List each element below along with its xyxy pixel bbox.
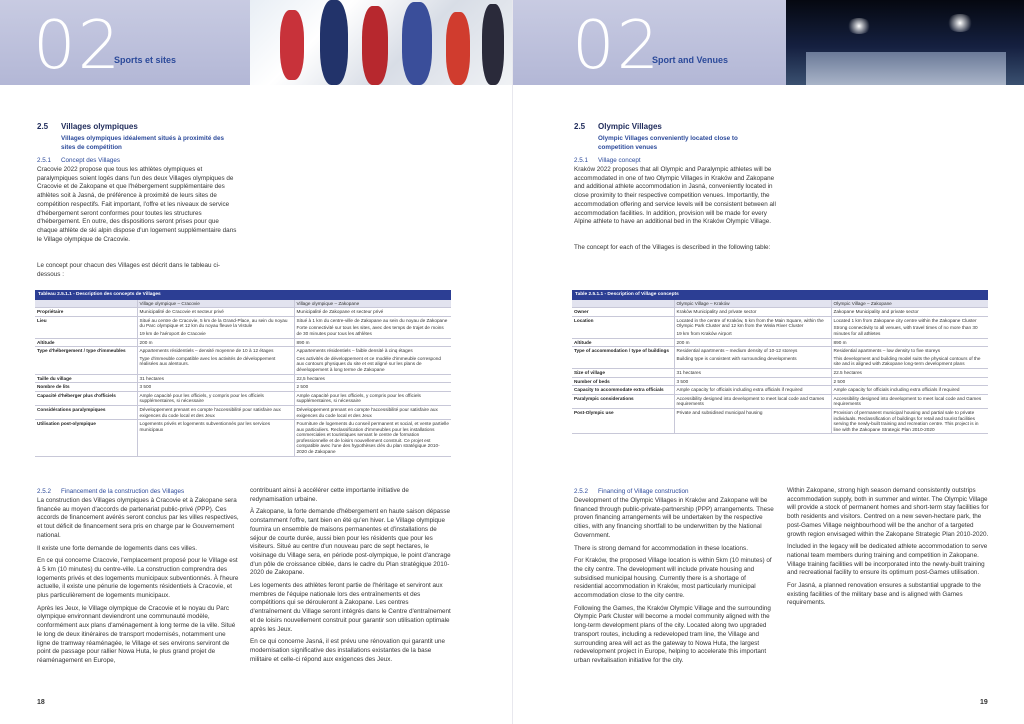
text-column xyxy=(787,487,989,612)
paragraph: For Jasná, a planned renovation ensures a substantial upgrade to the existing facilities of the military base and is aligned with Games requirements. xyxy=(787,582,981,607)
cell-text: 2 500 xyxy=(833,378,846,384)
cell-text: Located in the centre of Kraków, 5 km from the Main Square, within the Olympic Park Cluster and 12 km from the Wisła River Cluster xyxy=(676,317,824,329)
table-cell xyxy=(294,347,451,374)
table-cell xyxy=(294,420,451,457)
table-row xyxy=(572,377,988,386)
section-number: 2.5 xyxy=(574,122,586,131)
row-label: Number of beds xyxy=(572,377,674,386)
table-cell xyxy=(831,316,988,338)
paragraph: Within Zakopane, strong high season demand consistently outstrips accommodation supply, both in summer and winter. The Olympic Village will provide a stock of permanent homes and short-term stay facilities for both residents and visitors. Centred on a new seven-hectare park, the post-Games Village neighbourhood will be the anchor of a targeted growth region envisaged within the Zakopane Strategic Plan 2010-2020. xyxy=(787,487,989,538)
cell-text: Municipalité de Zakopane et secteur privé xyxy=(296,309,384,315)
table-cell xyxy=(831,377,988,386)
cell-text: Logements privés et logements subventionnés par les services municipaux xyxy=(139,421,271,432)
paragraph: Il existe une forte demande de logements dans ces villes. xyxy=(37,544,197,552)
village-concept-table xyxy=(35,290,451,457)
section-name: Sport and Venues xyxy=(652,55,729,65)
table-cell xyxy=(294,374,451,383)
table-body xyxy=(572,308,988,434)
table-intro: Le concept pour chacun des Villages est décrit dans le tableau ci-dessous : xyxy=(37,262,220,278)
right-page xyxy=(512,0,1024,724)
cell-text: Type d'immeuble compatible avec les activités de développement réalisées aux alentours. xyxy=(139,355,276,367)
cell-text: Ample capacity for officials including extra officials if required xyxy=(833,387,960,393)
table-header: Olympic Village – Zakopane xyxy=(831,300,988,308)
section-title: Olympic Villages xyxy=(598,122,662,131)
table-cell xyxy=(674,377,831,386)
table-cell xyxy=(294,391,451,405)
text-column xyxy=(250,487,452,668)
stadium-photo xyxy=(786,0,1024,85)
cell-text: 31 hectares xyxy=(676,369,701,375)
row-label: Type of accommodation / type of buildings xyxy=(572,347,674,369)
page-number: 18 xyxy=(37,699,45,706)
table-row xyxy=(35,316,451,338)
table-row xyxy=(35,383,451,392)
table-row xyxy=(572,368,988,377)
subsection-title: Village concept xyxy=(598,157,641,164)
table-cell xyxy=(137,338,294,347)
intro-paragraph: Kraków 2022 proposes that all Olympic and Paralympic athletes will be accommodated in one of two Olympic Villages in Kraków and Zakopane and additional athlete accommodation in Jasná, conveniently located in close proximity to their respective competition venues. Importantly, the accommodation offering and service levels will be consistent between all accommodation facilities. In addition, provision will be made for every Alpine athlete to have an additional bed in the Kraków Olympic Village. xyxy=(574,166,776,226)
cell-text: Located 1 km from Zakopane city centre within the Zakopane Cluster xyxy=(833,317,977,323)
row-label: Type d'hébergement / type d'immeubles xyxy=(35,347,137,374)
table-header: Village olympique – Cracovie xyxy=(137,300,294,308)
table-cell xyxy=(674,368,831,377)
table-cell xyxy=(674,316,831,338)
subsection-number: 2.5.1 xyxy=(37,157,52,164)
table-row xyxy=(35,420,451,457)
table-cell xyxy=(674,338,831,347)
cell-text: This development and building model suits the physical contours of the site and is aligned with Zakopane long-term development plans xyxy=(833,355,981,367)
table-row xyxy=(35,338,451,347)
paragraph: À Zakopane, la forte demande d'hébergement en haute saison dépasse constamment l'offre, tant bien en été qu'en hiver. Le Village olympique fournira un ensemble de maisons permanentes et d'installations de séjour de courte durée, aussi bien pour les résidents que pour les visiteurs. Situé au centre d'un nouveau parc de sept hectares, le voisinage du Village sera, en période post-olympique, le point d'ancrage d'un pôle de croissance ciblée, dans le cadre du Plan stratégique 2010-2020 de Zakopane. xyxy=(250,508,451,577)
table-cell xyxy=(294,383,451,392)
table-cell xyxy=(137,374,294,383)
cell-text: 3 500 xyxy=(676,378,689,384)
table-header: Olympic Village – Kraków xyxy=(674,300,831,308)
cell-text: Ces activités de développement et ce modèle d'immeuble correspond aux contours physiques du site et est aligné sur les plans de développement à long terme de Zakopane xyxy=(296,355,441,372)
cell-text: 200 m xyxy=(676,339,690,345)
table-cell xyxy=(294,316,451,338)
paragraph: En ce qui concerne Cracovie, l'emplacement proposé pour le Village est à 5 km (10 minutes) du centre-ville. La construction comprendra des logements privés et des logements municipaux subventionnés. À l'heure actuelle, il existe une pénurie de logements résidentiels à Cracovie, et plus particulièrement de logements municipaux. xyxy=(37,557,239,600)
paragraph: There is strong demand for accommodation in these locations. xyxy=(574,544,748,552)
row-label: Lieu xyxy=(35,316,137,338)
row-label: Capacity to accommodate extra officials xyxy=(572,386,674,395)
cell-text: 3 500 xyxy=(139,384,152,390)
skiers-photo xyxy=(250,0,512,85)
row-label: Owner xyxy=(572,308,674,317)
cell-text: Ample capacité pour les officiels, y compris pour les officiels supplémentaires, si nécessaire xyxy=(139,392,264,404)
table-row xyxy=(35,391,451,405)
paragraph: Development of the Olympic Villages in Kraków and Zakopane will be financed through public-private-partnership (PPP) arrangements. These proven financing arrangements will be undertaken by the respective cities, with any financing shortfall to be underwritten by the National Government. xyxy=(574,497,774,539)
section-subtitle: Villages olympiques idéalement situés à proximité des sites de compétition xyxy=(61,135,224,151)
row-label: Location xyxy=(572,316,674,338)
row-label: Considérations paralympiques xyxy=(35,405,137,419)
cell-text: 31 hectares xyxy=(139,375,164,381)
row-label: Taille du village xyxy=(35,374,137,383)
table-cell xyxy=(831,338,988,347)
cell-text: Strong connectivity to all venues, with travel times of no more than 30 minutes for all athletes xyxy=(833,325,978,336)
paragraph: Après les Jeux, le Village olympique de Cracovie et le noyau du Parc olympique environnant deviendront une communauté modèle, conformément aux plans d'aménagement à long terme de la ville. Situé le long de deux itinéraires de transport modernisés, notamment une ligne de tramway réaménagée, le Village et ses environs serviront de point de passage pour rallier Nowa Huta, le plus grand projet de réaménagement en Europe, xyxy=(37,604,236,664)
table-cell xyxy=(137,383,294,392)
section-name: Sports et sites xyxy=(114,55,177,65)
cell-text: Ample capacity for officials including extra officials if required xyxy=(676,387,803,393)
row-label: Nombre de lits xyxy=(35,383,137,392)
cell-text: Private and subsidised municipal housing xyxy=(676,409,763,415)
row-label: Size of village xyxy=(572,368,674,377)
cell-text: Appartements résidentiels – faible densité à cinq étages xyxy=(296,348,413,354)
row-label: Paralympic considerations xyxy=(572,394,674,408)
cell-text: 19 km de l'aéroport de Cracovie xyxy=(139,330,206,336)
row-label: Altitude xyxy=(35,338,137,347)
table-body xyxy=(35,308,451,456)
row-label: Utilisation post-olympique xyxy=(35,420,137,457)
paragraph: contribuant ainsi à accélérer cette importante initiative de redynamisation urbaine. xyxy=(250,487,409,503)
table-cell xyxy=(674,347,831,369)
cell-text: Situé à 1 km du centre-ville de Zakopane au sein du noyau de Zakopane xyxy=(296,317,448,323)
village-concept-table xyxy=(572,290,988,434)
cell-text: Situé au centre de Cracovie, 5 km de la Grand-Place, au sein du noyau du Parc olympique et 12 km du noyau fleuve la Vistule xyxy=(139,317,288,329)
subsection-title: Financing of Village construction xyxy=(598,488,689,495)
cell-text: Fourniture de logements du conseil permanent et social, et vente partielle aux particuliers. Reclassification d'immeubles pour les installations commerciales et touristiques servant le centre de formation professionnelle et de loisirs nouvellement construit. Ce projet est compatible avec l'une des hypothèses clés du plan stratégique 2010-2020 de Zakopane xyxy=(296,421,449,455)
table-intro: The concept for each of the Villages is described in the following table: xyxy=(574,244,771,251)
text-column xyxy=(574,497,776,670)
intro-paragraph: Cracovie 2022 propose que tous les athlètes olympiques et paralympiques soient logés dans l'un des deux Villages olympiques de Cracovie et de Zakopane et que l'hébergement supplémentaire des athlètes soit à Jasná, de préférence à proximité de leurs sites de compétition respectifs. Fait important, l'offre et les niveaux de service d'hébergement seront conformes pour toutes les structures d'hébergement. En outre, des dispositions seront prises pour que chaque athlète de ski alpin dispose d'un logement supplémentaire dans le Village olympique de Cracovie. xyxy=(37,166,237,243)
cell-text: Appartements résidentiels – densité moyenne de 10 à 12 étages xyxy=(139,348,274,354)
chapter-number: 02 xyxy=(33,6,123,84)
cell-text: Provision of permanent municipal housing and partial sale to private individuals. Reclassification of buildings for retail and tourist facilities serving the newly-built training and recreation centre. This project is in line with the Zakopane Strategic Plan 2010-2020 xyxy=(833,409,979,432)
subsection-number: 2.5.2 xyxy=(574,488,589,495)
cell-text: Accessibility designed into development to meet local code and Games requirements xyxy=(676,395,825,407)
cell-text: 890 m xyxy=(296,339,310,345)
table-cell xyxy=(294,308,451,317)
cell-text: Residential apartments – low density to five storeys xyxy=(833,348,941,354)
paragraph: Included in the legacy will be dedicated athlete accommodation to serve national team members during training and competition in Zakopane. Village training facilities will be incorporated into the newly-built training and recreational facility to ensure its optimum post-Games utilisation. xyxy=(787,543,988,577)
table-row xyxy=(572,347,988,369)
table-cell xyxy=(137,391,294,405)
page-number: 19 xyxy=(980,699,988,706)
table-row xyxy=(35,405,451,419)
cell-text: 22,5 hectares xyxy=(296,375,325,381)
paragraph: For Kraków, the proposed Village location is within 5km (10 minutes) of the city centre. The development will include private housing and subsidised municipal housing. Currently there is a shortage of residential accommodation in Kraków, most particularly municipal accommodation close to the city centre. xyxy=(574,557,772,600)
cell-text: Municipalité de Cracovie et secteur privé xyxy=(139,309,224,315)
cell-text: Forte connectivité sur tous les sites, avec des temps de trajet de moins de 30 minutes pour tous les athlètes xyxy=(296,325,444,336)
table-row xyxy=(35,308,451,317)
chapter-number: 02 xyxy=(572,6,662,84)
section-subtitle: Olympic Villages conveniently located close to competition venues xyxy=(598,135,738,151)
cell-text: Développement prenant en compte l'accessibilité pour satisfaire aux exigences du code local et des Jeux xyxy=(296,406,438,418)
cell-text: Building type is consistent with surrounding developments xyxy=(676,355,797,361)
table-cell xyxy=(674,394,831,408)
table-cell xyxy=(137,308,294,317)
row-label: Altitude xyxy=(572,338,674,347)
cell-text: 200 m xyxy=(139,339,153,345)
table-row xyxy=(572,308,988,317)
table-cell xyxy=(137,420,294,457)
table-row xyxy=(572,394,988,408)
paragraph: En ce qui concerne Jasná, il est prévu une rénovation qui garantit une modernisation significative des installations existantes de la base militaire et celle-ci répond aux exigences des Jeux. xyxy=(250,638,445,663)
table-cell xyxy=(831,368,988,377)
table-row xyxy=(572,338,988,347)
table-header xyxy=(35,300,137,308)
table-cell xyxy=(831,408,988,433)
row-label: Capacité d'héberger plus d'officiels xyxy=(35,391,137,405)
table-cell xyxy=(137,347,294,374)
cell-text: 19 km from Kraków Airport xyxy=(676,330,732,336)
cell-text: Accessibility designed into development to meet local code and Games requirements xyxy=(833,395,982,407)
text-column xyxy=(37,497,239,670)
table-cell xyxy=(831,308,988,317)
cell-text: 890 m xyxy=(833,339,847,345)
table-cell xyxy=(831,347,988,369)
subsection-number: 2.5.1 xyxy=(574,157,589,164)
table-header xyxy=(572,300,674,308)
table-row xyxy=(35,374,451,383)
row-label: Post-Olympic use xyxy=(572,408,674,433)
cell-text: Residential apartments – medium density of 10-12 storeys xyxy=(676,348,798,354)
table-caption: Tableau 2.5.1.1 - Description des concepts de Villages xyxy=(35,290,451,300)
cell-text: 22.5 hectares xyxy=(833,369,862,375)
table-row xyxy=(572,316,988,338)
paragraph: Les logements des athlètes feront partie de l'héritage et serviront aux membres de l'équipe nationale lors des entraînements et des compétitions qui se dérouleront à Zakopane. Les centres d'entraînement du Village seront intégrés dans le Centre d'entraînement et de loisirs nouvellement construit pour garantir son utilisation optimale après les Jeux. xyxy=(250,582,451,633)
table-row xyxy=(572,386,988,395)
subsection-number: 2.5.2 xyxy=(37,488,52,495)
table-row xyxy=(35,347,451,374)
paragraph: La construction des Villages olympiques à Cracovie et à Zakopane sera financée au moyen d'accords de partenariat public-privé (PPP). Ces accords de financement avérés seront conclus par les villes respectives, et tout déficit de financement sera pris en charge par le Gouvernement national. xyxy=(37,497,239,539)
table-cell xyxy=(294,405,451,419)
cell-text: Ample capacité pour les officiels, y compris pour les officiels supplémentaires, si nécessaire xyxy=(296,392,421,404)
cell-text: Zakopane Municipality and private sector xyxy=(833,309,919,315)
table-row xyxy=(572,408,988,433)
subsection-title: Financement de la construction des Villages xyxy=(61,488,185,495)
table-cell xyxy=(831,386,988,395)
table-cell xyxy=(137,405,294,419)
table-caption: Table 2.5.1.1 - Description of Village concepts xyxy=(572,290,988,300)
table-cell xyxy=(674,408,831,433)
table-header: Village olympique – Zakopane xyxy=(294,300,451,308)
table-cell xyxy=(294,338,451,347)
table-cell xyxy=(137,316,294,338)
section-title: Villages olympiques xyxy=(61,122,138,131)
cell-text: Développement prenant en compte l'accessibilité pour satisfaire aux exigences du code local et des Jeux xyxy=(139,406,281,418)
cell-text: 2 500 xyxy=(296,384,309,390)
table-cell xyxy=(831,394,988,408)
table-cell xyxy=(674,386,831,395)
row-label: Propriétaire xyxy=(35,308,137,317)
subsection-title: Concept des Villages xyxy=(61,157,121,164)
table-cell xyxy=(674,308,831,317)
cell-text: Kraków Municipality and private sector xyxy=(676,309,757,315)
section-number: 2.5 xyxy=(37,122,49,131)
paragraph: Following the Games, the Kraków Olympic Village and the surrounding Olympic Park Cluster will become a model community aligned with the long-term development plans of the city. Located along two upgraded transport routes, including a redeveloped tram line, the Village and surrounding area will act as the gateway to Nowa Huta, the largest redevelopment project in Europe, helping to accelerate this important urban revitalisation initiative for the city. xyxy=(574,604,771,664)
